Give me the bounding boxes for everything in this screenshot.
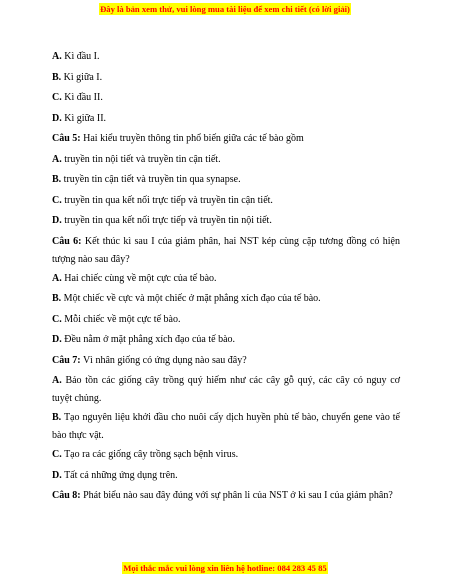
option-text: truyền tin qua kết nối trực tiếp và truyền tin nội tiết. [64,215,272,226]
question-text: Kết thúc kì sau I của giảm phân, hai NST kép cùng cặp tương đồng có hiện tượng nào sau đây? [52,235,400,265]
q6-option-a [52,272,400,285]
option-text: Kì giữa I. [63,71,103,83]
hotline-footer-text: Mọi thắc mắc vui lòng xin liên hệ hotline: 084 283 45 85 [123,563,327,573]
option-key: C. [52,313,62,325]
preview-banner [0,4,450,14]
question-6 [52,233,400,269]
option-prev-a [52,50,400,63]
option-text: Kì đầu II. [64,92,103,103]
option-text: Một chiếc về cực và một chiếc ở mặt phẳng xích đạo của tế bào. [63,293,321,304]
option-key: D. [52,215,62,226]
question-label: Câu 7: [52,354,81,366]
option-text: Đều nằm ở mặt phẳng xích đạo của tế bào. [64,334,236,345]
option-key: C. [52,449,62,460]
option-key: A. [52,375,62,386]
option-key: C. [52,194,62,206]
question-7 [52,354,400,367]
option-prev-b [52,71,400,84]
question-text: Phát biểu nào sau đây đúng với sự phân li của NST ở kì sau I của giảm phân? [83,490,393,501]
q5-option-c [52,194,400,207]
option-text: truyền tin qua kết nối trực tiếp và truyền tin cận tiết. [64,194,273,206]
q5-option-a [52,153,400,166]
option-text: Bảo tồn các giống cây trồng quý hiếm như các cây gỗ quý, các cây có nguy cơ tuyệt chủng. [52,375,400,404]
option-key: A. [52,51,62,62]
option-key: B. [52,174,62,185]
question-8 [52,487,400,505]
option-key: A. [52,272,62,284]
preview-banner-text: Đây là bản xem thử, vui lòng mua tài liệu để xem chi tiết (có lời giải) [100,4,350,14]
question-label: Câu 8: [52,490,81,501]
hotline-footer [0,563,450,573]
option-key: D. [52,334,62,345]
option-key: A. [52,153,62,165]
option-key: B. [52,71,62,83]
question-text: Hai kiểu truyền thông tin phổ biến giữa các tế bào gồm [83,133,304,144]
option-text: truyền tin nội tiết và truyền tin cận tiết. [64,153,221,165]
option-prev-c [52,91,400,104]
q5-option-b [52,173,400,186]
q6-option-d [52,333,400,346]
option-key: B. [52,412,62,423]
option-prev-d [52,112,400,125]
option-text: truyền tin cận tiết và truyền tin qua synapse. [63,174,241,185]
question-label: Câu 5: [52,133,81,144]
option-text: Mỗi chiếc về một cực tế bào. [64,313,181,325]
option-key: C. [52,92,62,103]
option-key: D. [52,112,62,124]
q6-option-c [52,313,400,326]
option-text: Tất cả những ứng dụng trên. [64,469,178,481]
q7-option-d [52,469,400,482]
q5-option-d [52,214,400,227]
option-text: Tạo ra các giống cây trồng sạch bệnh virus. [64,449,239,460]
option-key: B. [52,293,62,304]
q7-option-c [52,448,400,461]
question-text: Vì nhân giống có ứng dụng nào sau đây? [82,354,247,366]
question-5 [52,132,400,145]
option-text: Tạo nguyên liệu khởi đầu cho nuôi cấy dịch huyền phù tế bào, chuyển gene vào tế bào thực vật. [52,412,400,441]
option-text: Kì đầu I. [64,51,100,62]
document-body [52,50,400,513]
option-key: D. [52,469,62,481]
option-text: Hai chiếc cùng về một cực của tế bào. [64,272,217,284]
question-label: Câu 6: [52,235,82,247]
q6-option-b [52,292,400,305]
q7-option-b [52,409,400,445]
q7-option-a [52,372,400,408]
option-text: Kì giữa II. [64,112,107,124]
